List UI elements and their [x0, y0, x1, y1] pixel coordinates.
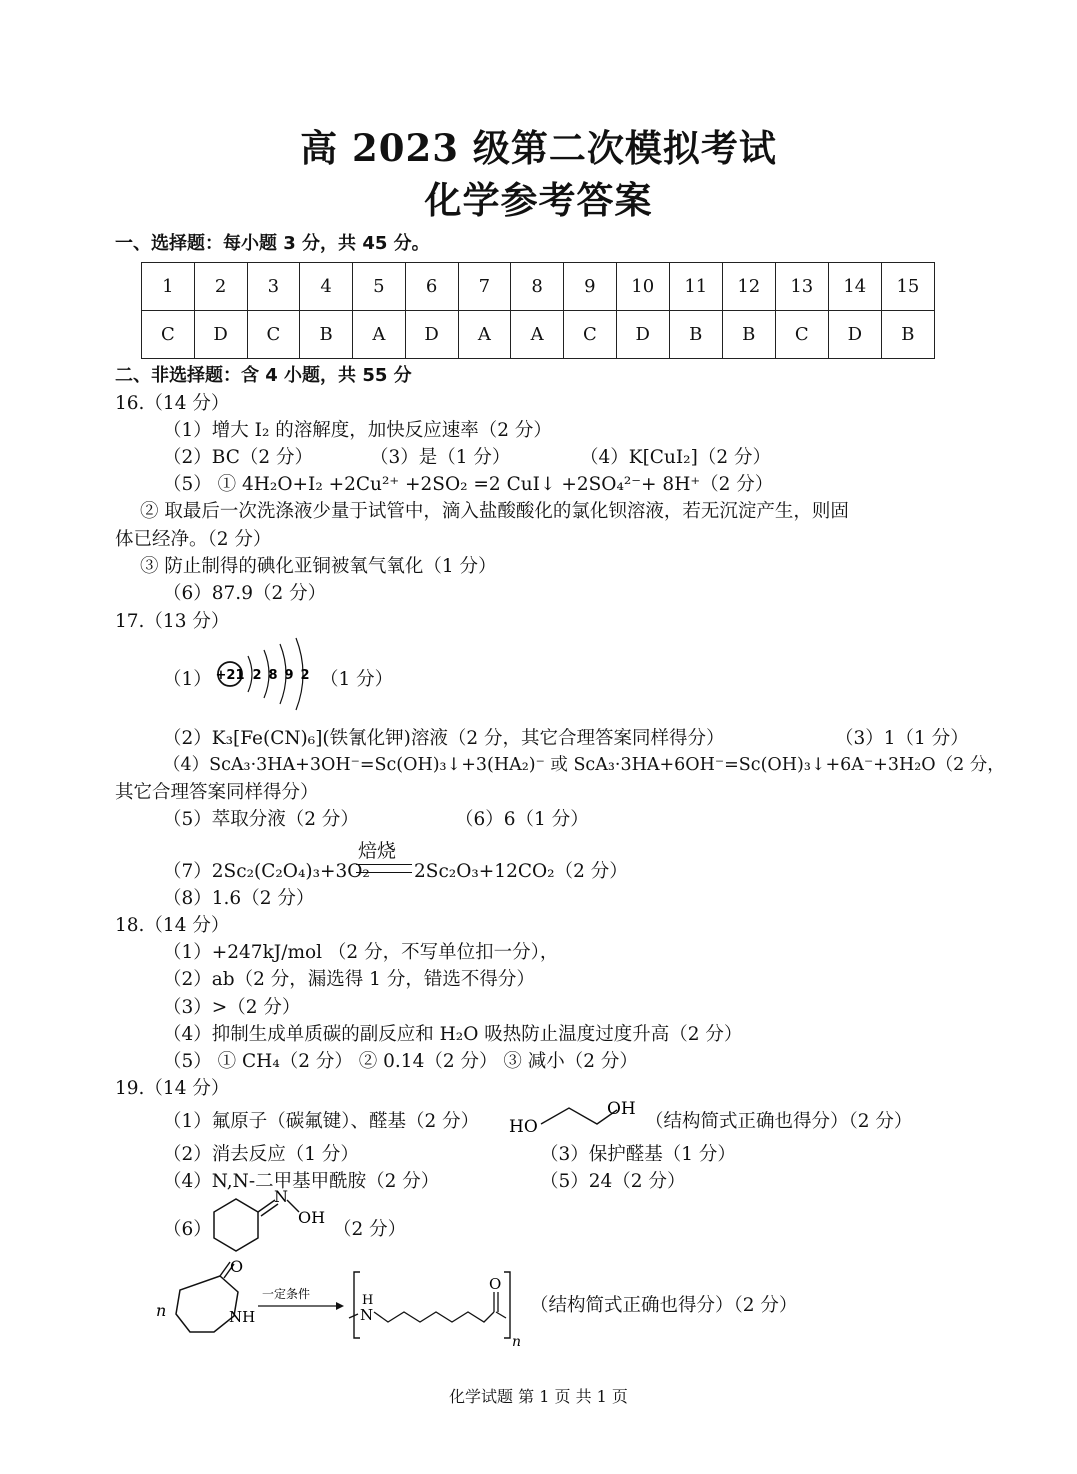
reaction-condition: 焙烧 — [358, 840, 397, 862]
amide-h-label: H — [362, 1293, 374, 1308]
q19-line-2a: （2）消去反应（1 分） — [163, 1144, 359, 1165]
q17-line-7: （8）1.6（2 分） — [163, 888, 315, 909]
section-1-heading: 一、选择题：每小题 3 分，共 45 分。 — [115, 233, 430, 254]
table-cell: B — [722, 311, 775, 359]
q16-heading: 16.（14 分） — [115, 393, 230, 414]
diol-structure — [505, 1094, 640, 1138]
q17-line-6b: 2Sc₂O₃+12CO₂（2 分） — [414, 861, 628, 882]
q17-line-1a: （1） — [163, 669, 212, 690]
shell-1-count: 2 — [252, 668, 262, 683]
shell-4-count: 2 — [300, 668, 310, 683]
q16-line-2b: （3）是（1 分） — [370, 447, 511, 468]
answer-table-answer-row — [142, 311, 935, 359]
table-cell: 13 — [775, 263, 828, 311]
table-cell: 14 — [828, 263, 881, 311]
table-cell: 3 — [247, 263, 300, 311]
q16-line-2a: （2）BC（2 分） — [163, 447, 314, 468]
table-cell: B — [881, 311, 934, 359]
table-cell: A — [353, 311, 406, 359]
page-subtitle: 化学参考答案 — [424, 178, 653, 222]
table-cell: D — [194, 311, 247, 359]
q19-heading: 19.（14 分） — [115, 1078, 230, 1099]
q19-line-1a: （1）氟原子（碳氟键）、醛基（2 分） — [163, 1111, 480, 1132]
oxime-n-label: N — [274, 1190, 288, 1206]
table-cell: B — [669, 311, 722, 359]
amide-o-label: O — [489, 1275, 502, 1293]
table-cell: C — [142, 311, 195, 359]
q18-line-3: （3）>（2 分） — [163, 997, 301, 1018]
page-title: 高 2023 级第二次模拟考试 — [300, 126, 777, 170]
q16-line-3: （5） ① 4H₂O+I₂ +2Cu²⁺ +2SO₂ =2 CuI↓ +2SO₄²⁻+ 8H⁺（2 分） — [163, 474, 774, 495]
q19-line-2b: （3）保护醛基（1 分） — [540, 1144, 736, 1165]
table-cell: 2 — [194, 263, 247, 311]
table-cell: 5 — [353, 263, 406, 311]
table-cell: C — [775, 311, 828, 359]
table-cell: 15 — [881, 263, 934, 311]
table-cell: 9 — [564, 263, 617, 311]
table-cell: 7 — [458, 263, 511, 311]
table-cell: 6 — [405, 263, 458, 311]
q16-line-4: ② 取最后一次洗涤液少量于试管中，滴入盐酸酸化的氯化钡溶液，若无沉淀产生，则固 — [140, 501, 849, 522]
answer-table-number-row — [142, 263, 935, 311]
oh-label: OH — [607, 1099, 636, 1119]
q16-line-5: 体已经净。（2 分） — [115, 529, 272, 550]
table-cell: D — [616, 311, 669, 359]
q16-line-1: （1）增大 I₂ 的溶解度，加快反应速率（2 分） — [163, 420, 552, 441]
q17-line-1b: （1 分） — [320, 669, 394, 690]
nucleus-label: +21 — [215, 668, 245, 683]
q19-line-3b: （5）24（2 分） — [540, 1171, 686, 1192]
shell-2-count: 8 — [268, 668, 278, 683]
q17-line-6a: （7）2Sc₂(C₂O₄)₃+3O₂ — [163, 861, 370, 882]
table-cell: A — [511, 311, 564, 359]
table-cell: 10 — [616, 263, 669, 311]
q17-line-2a: （2）K₃[Fe(CN)₆](铁氰化钾)溶液（2 分，其它合理答案同样得分） — [163, 728, 725, 749]
q19-line-5: （结构简式正确也得分）（2 分） — [530, 1295, 798, 1316]
nh-label: NH — [229, 1308, 256, 1326]
q17-heading: 17.（13 分） — [115, 611, 230, 632]
polymer-n-subscript: n — [512, 1334, 522, 1350]
carbonyl-o-label: O — [230, 1257, 244, 1276]
cyclohexanone-oxime-structure — [203, 1190, 333, 1260]
table-cell: D — [405, 311, 458, 359]
q18-line-2: （2）ab（2 分，漏选得 1 分，错选不得分） — [163, 969, 535, 990]
q17-line-5b: （6）6（1 分） — [455, 809, 589, 830]
q18-line-4: （4）抑制生成单质碳的副反应和 H₂O 吸热防止温度过度升高（2 分） — [163, 1024, 743, 1045]
q16-line-2c: （4）K[CuI₂]（2 分） — [580, 447, 771, 468]
q17-line-2b: （3）1（1 分） — [835, 728, 969, 749]
equals-sign — [356, 864, 412, 873]
ho-label: HO — [509, 1117, 538, 1137]
section-2-heading: 二、非选择题：含 4 小题，共 55 分 — [115, 365, 412, 386]
q17-line-5a: （5）萃取分液（2 分） — [163, 809, 359, 830]
q17-line-4: 其它合理答案同样得分） — [115, 782, 319, 803]
table-cell: C — [564, 311, 617, 359]
table-cell: 12 — [722, 263, 775, 311]
shell-3-count: 9 — [284, 668, 294, 683]
arrow-condition: 一定条件 — [262, 1287, 311, 1301]
q16-line-7: （6）87.9（2 分） — [163, 583, 327, 604]
q18-line-1: （1）+247kJ/mol （2 分，不写单位扣一分）， — [163, 942, 559, 963]
page-footer: 化学试题 第 1 页 共 1 页 — [449, 1387, 628, 1406]
table-cell: 8 — [511, 263, 564, 311]
q18-heading: 18.（14 分） — [115, 915, 230, 936]
table-cell: 1 — [142, 263, 195, 311]
table-cell: 4 — [300, 263, 353, 311]
table-cell: A — [458, 311, 511, 359]
table-cell: D — [828, 311, 881, 359]
q19-line-4b: （2 分） — [333, 1219, 407, 1240]
oxime-oh-label: OH — [298, 1208, 326, 1227]
amide-n-label: N — [360, 1306, 374, 1324]
table-cell: C — [247, 311, 300, 359]
table-cell: B — [300, 311, 353, 359]
q19-line-1b: （结构简式正确也得分）（2 分） — [645, 1111, 913, 1132]
atomic-structure-diagram — [210, 628, 320, 718]
q16-line-6: ③ 防止制得的碘化亚铜被氧气氧化（1 分） — [140, 556, 497, 577]
q18-line-5: （5） ① CH₄（2 分） ② 0.14（2 分） ③ 减小（2 分） — [163, 1051, 638, 1072]
polymerization-reaction — [150, 1256, 530, 1356]
answer-table — [141, 262, 935, 359]
n-coefficient: n — [156, 1301, 167, 1320]
q19-line-4a: （6） — [163, 1219, 212, 1240]
table-cell: 11 — [669, 263, 722, 311]
q17-line-3: （4）ScA₃·3HA+3OH⁻=Sc(OH)₃↓+3(HA₂)⁻ 或 ScA₃·3HA+6OH⁻=Sc(OH)₃↓+6A⁻+3H₂O（2 分， — [163, 755, 1005, 775]
q19-line-3a: （4）N,N-二甲基甲酰胺（2 分） — [163, 1171, 440, 1192]
